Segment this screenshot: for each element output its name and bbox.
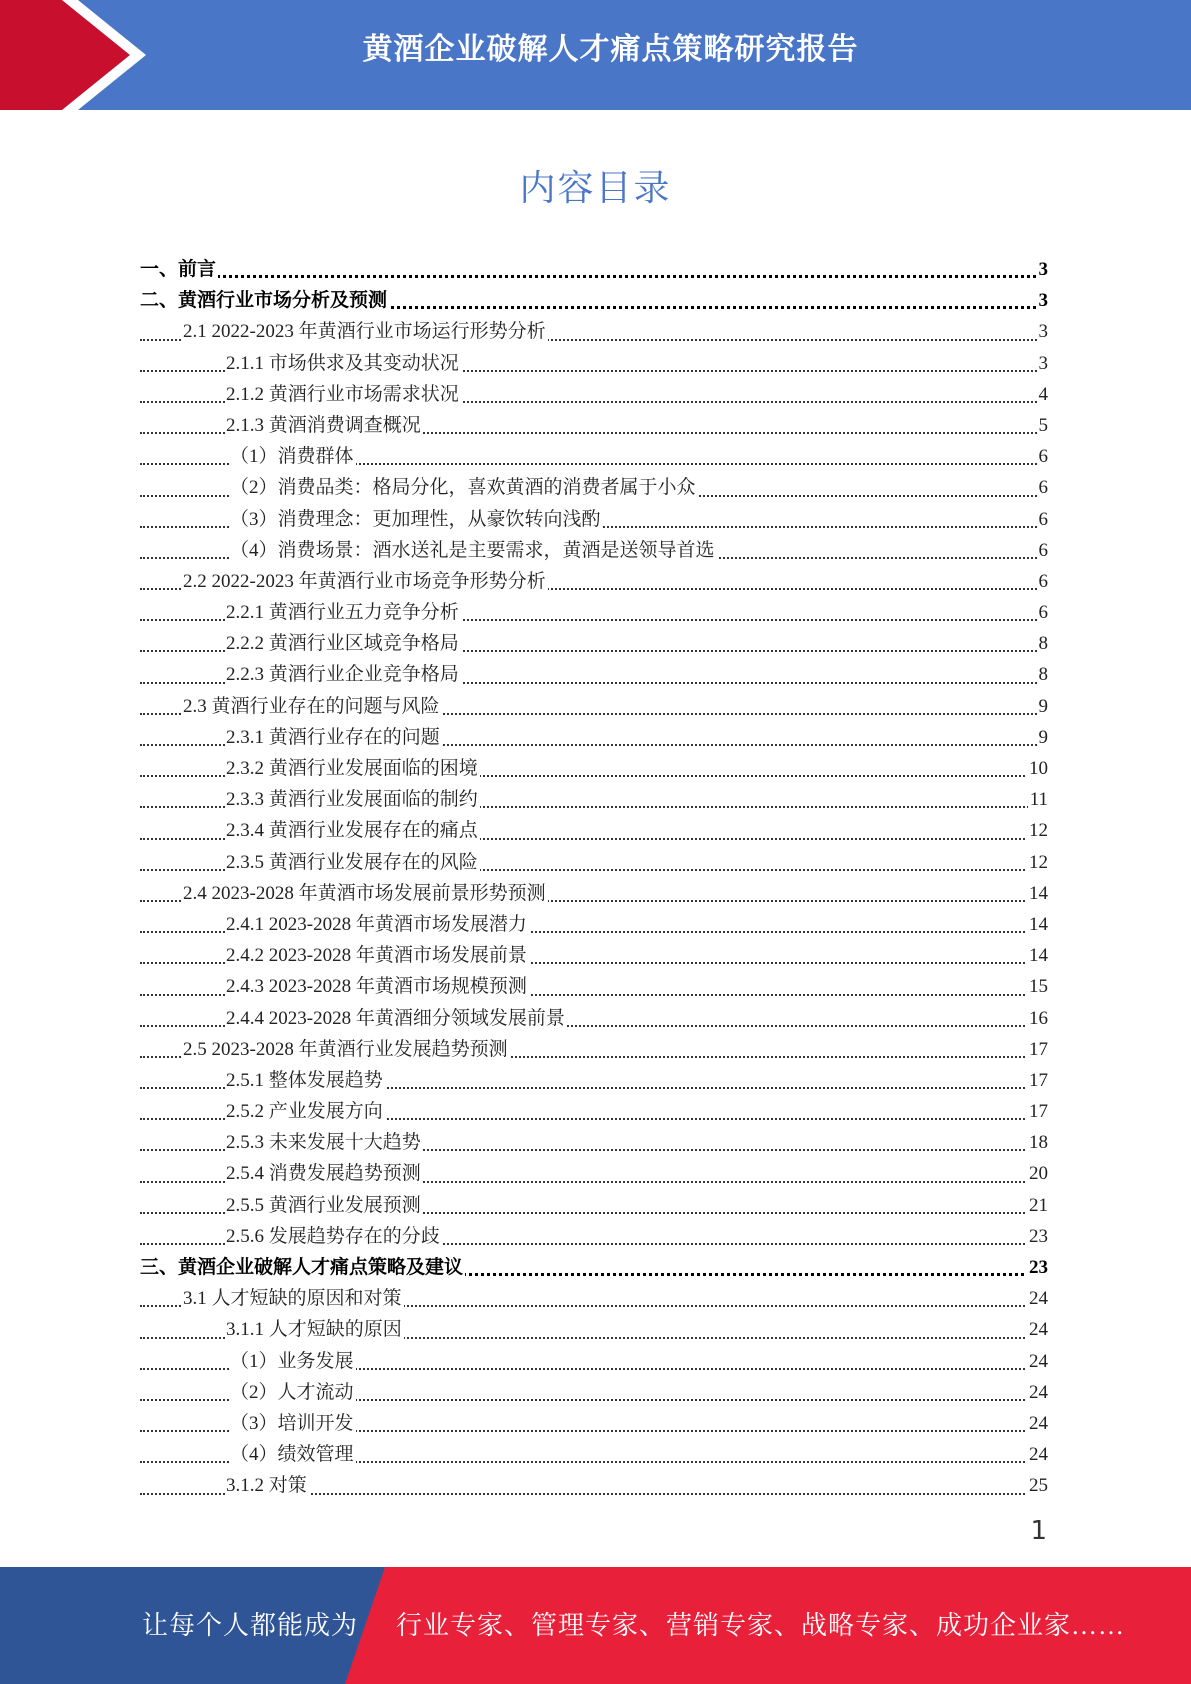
toc-entry[interactable] xyxy=(140,753,1048,784)
toc-entry-label: 2.3.1 黄酒行业存在的问题 xyxy=(226,726,440,748)
toc-entry-page: 8 xyxy=(1037,628,1049,659)
toc-entry-page: 25 xyxy=(1027,1470,1048,1501)
toc-entry-page: 14 xyxy=(1027,909,1048,940)
toc-entry-page: 24 xyxy=(1027,1283,1048,1314)
toc-entry[interactable] xyxy=(140,1346,1048,1377)
toc-entry-label: 2.4.2 2023-2028 年黄酒市场发展前景 xyxy=(226,945,527,967)
toc-entry-page: 24 xyxy=(1027,1346,1048,1377)
toc-entry-label: 2.3.3 黄酒行业发展面临的制约 xyxy=(226,789,478,811)
toc-entry[interactable] xyxy=(140,1127,1048,1158)
toc-entry[interactable] xyxy=(140,1096,1048,1127)
page-number: 1 xyxy=(1030,1516,1047,1546)
toc-entry-page: 15 xyxy=(1027,971,1048,1002)
toc-entry[interactable] xyxy=(140,535,1048,566)
toc-entry-label: 2.5.6 发展趋势存在的分歧 xyxy=(226,1225,440,1247)
toc-entry-label: 2.4.1 2023-2028 年黄酒市场发展潜力 xyxy=(226,913,527,935)
toc-entry-label: 2.3 黄酒行业存在的问题与风险 xyxy=(183,695,440,717)
toc-title: 内容目录 xyxy=(519,168,672,209)
toc-entry-label: 2.3.4 黄酒行业发展存在的痛点 xyxy=(226,820,478,842)
toc-entry-label: 2.3.5 黄酒行业发展存在的风险 xyxy=(226,851,478,873)
toc-entry-label: （4）绩效管理 xyxy=(230,1444,354,1466)
toc-entry-label: 2.1.1 市场供求及其变动状况 xyxy=(226,352,459,374)
toc-entry-page: 16 xyxy=(1027,1003,1048,1034)
toc-entry[interactable] xyxy=(140,1283,1048,1314)
toc-entry[interactable] xyxy=(140,1034,1048,1065)
toc-entry-label: （4）消费场景：酒水送礼是主要需求，黄酒是送领导首选 xyxy=(230,539,715,561)
toc-entry[interactable] xyxy=(140,472,1048,503)
toc-entry[interactable] xyxy=(140,784,1048,815)
toc-entry[interactable] xyxy=(140,1221,1048,1252)
toc-entry[interactable] xyxy=(140,1158,1048,1189)
toc-entry-page: 3 xyxy=(1037,254,1049,285)
toc-entry[interactable] xyxy=(140,285,1048,316)
toc-entry-page: 6 xyxy=(1037,441,1049,472)
toc-entry-page: 17 xyxy=(1027,1096,1048,1127)
toc-entry[interactable] xyxy=(140,348,1048,379)
toc-entry-label: 2.4 2023-2028 年黄酒市场发展前景形势预测 xyxy=(183,882,546,904)
footer-slogan-right: 行业专家、管理专家、营销专家、战略专家、成功企业家…… xyxy=(396,1611,1126,1640)
toc-entry[interactable] xyxy=(140,316,1048,347)
toc-entry-label: （1）业务发展 xyxy=(230,1350,354,1372)
toc-entry[interactable] xyxy=(140,971,1048,1002)
toc-entry-page: 24 xyxy=(1027,1314,1048,1345)
toc-entry-label: （2）消费品类：格局分化，喜欢黄酒的消费者属于小众 xyxy=(230,477,696,499)
toc-entry[interactable] xyxy=(140,1190,1048,1221)
toc-entry-label: 3.1.2 对策 xyxy=(226,1475,307,1497)
toc-entry-label: 2.4.4 2023-2028 年黄酒细分领域发展前景 xyxy=(226,1007,565,1029)
toc-entry-label: 2.5.5 黄酒行业发展预测 xyxy=(226,1194,421,1216)
toc-entry-page: 5 xyxy=(1037,410,1049,441)
toc-entry[interactable] xyxy=(140,1470,1048,1501)
toc-entry-page: 17 xyxy=(1027,1065,1048,1096)
toc-entry[interactable] xyxy=(140,1377,1048,1408)
toc-entry-page: 9 xyxy=(1037,722,1049,753)
toc-entry-label: 2.4.3 2023-2028 年黄酒市场规模预测 xyxy=(226,976,527,998)
toc-entry-label: 2.2.3 黄酒行业企业竞争格局 xyxy=(226,664,459,686)
toc-entry-page: 6 xyxy=(1037,566,1049,597)
header-title: 黄酒企业破解人才痛点策略研究报告 xyxy=(362,32,859,67)
toc-entry-label: 3.1.1 人才短缺的原因 xyxy=(226,1319,402,1341)
toc-entry-page: 17 xyxy=(1027,1034,1048,1065)
toc-entry-page: 20 xyxy=(1027,1158,1048,1189)
toc-entry[interactable] xyxy=(140,379,1048,410)
toc-entry-label: （1）消费群体 xyxy=(230,446,354,468)
toc-entry[interactable] xyxy=(140,847,1048,878)
toc-entry[interactable] xyxy=(140,940,1048,971)
toc-entry[interactable] xyxy=(140,659,1048,690)
page-header xyxy=(0,0,1191,110)
toc-entry-label: 2.2.2 黄酒行业区域竞争格局 xyxy=(226,633,459,655)
toc-entry-page: 6 xyxy=(1037,597,1049,628)
toc-entry-page: 14 xyxy=(1027,878,1048,909)
toc-entry-page: 10 xyxy=(1027,753,1048,784)
toc-entry-label: 一、前言 xyxy=(140,259,217,280)
toc-entry[interactable] xyxy=(140,441,1048,472)
toc-entry-page: 14 xyxy=(1027,940,1048,971)
toc-entry[interactable] xyxy=(140,628,1048,659)
toc-entry[interactable] xyxy=(140,815,1048,846)
toc-entry-label: 2.3.2 黄酒行业发展面临的困境 xyxy=(226,758,478,779)
toc-entry-label: 三、黄酒企业破解人才痛点策略及建议 xyxy=(140,1257,464,1278)
toc-entry[interactable] xyxy=(140,597,1048,628)
toc-entry[interactable] xyxy=(140,1439,1048,1470)
toc-entry-label: 2.5.3 未来发展十大趋势 xyxy=(226,1132,421,1154)
toc-entry-page: 3 xyxy=(1037,285,1049,316)
table-of-contents xyxy=(140,254,1048,1502)
toc-entry-label: 2.5 2023-2028 年黄酒行业发展趋势预测 xyxy=(183,1038,508,1060)
toc-entry[interactable] xyxy=(140,254,1048,285)
toc-entry[interactable] xyxy=(140,878,1048,909)
toc-entry-label: 2.2.1 黄酒行业五力竞争分析 xyxy=(226,602,459,624)
toc-entry[interactable] xyxy=(140,566,1048,597)
toc-entry-page: 12 xyxy=(1027,815,1048,846)
toc-entry-page: 18 xyxy=(1027,1127,1048,1158)
toc-entry-label: （3）消费理念：更加理性，从豪饮转向浅酌 xyxy=(230,508,601,530)
toc-entry[interactable] xyxy=(140,1065,1048,1096)
toc-leader-dots xyxy=(140,275,1048,278)
toc-entry-page: 6 xyxy=(1037,535,1049,566)
toc-entry-label: 2.1.3 黄酒消费调查概况 xyxy=(226,414,421,436)
toc-entry-label: （2）人才流动 xyxy=(230,1381,354,1403)
toc-entry[interactable] xyxy=(140,691,1048,722)
toc-entry-page: 4 xyxy=(1037,379,1049,410)
toc-entry[interactable] xyxy=(140,909,1048,940)
toc-entry-label: 2.5.1 整体发展趋势 xyxy=(226,1069,383,1091)
page-footer xyxy=(0,1567,1191,1684)
toc-entry[interactable] xyxy=(140,1408,1048,1439)
toc-entry[interactable] xyxy=(140,504,1048,535)
toc-entry-page: 23 xyxy=(1027,1221,1048,1252)
toc-entry-label: （3）培训开发 xyxy=(230,1412,354,1434)
toc-entry-page: 24 xyxy=(1027,1377,1048,1408)
toc-entry[interactable] xyxy=(140,722,1048,753)
toc-entry[interactable] xyxy=(140,1003,1048,1034)
toc-entry-page: 21 xyxy=(1027,1190,1048,1221)
toc-entry-page: 3 xyxy=(1037,316,1049,347)
toc-entry-label: 2.1 2022-2023 年黄酒行业市场运行形势分析 xyxy=(183,321,546,343)
toc-entry-page: 23 xyxy=(1027,1252,1048,1283)
toc-entry-label: 2.5.4 消费发展趋势预测 xyxy=(226,1163,421,1185)
toc-entry-page: 6 xyxy=(1037,472,1049,503)
footer-slogan-left: 让每个人都能成为 xyxy=(142,1611,359,1640)
toc-entry-page: 11 xyxy=(1028,784,1048,815)
toc-entry[interactable] xyxy=(140,1314,1048,1345)
toc-entry-page: 9 xyxy=(1037,691,1049,722)
toc-entry-page: 24 xyxy=(1027,1408,1048,1439)
toc-entry-label: 2.2 2022-2023 年黄酒行业市场竞争形势分析 xyxy=(183,570,546,592)
toc-entry[interactable] xyxy=(140,1252,1048,1283)
toc-entry[interactable] xyxy=(140,410,1048,441)
toc-entry-label: 2.5.2 产业发展方向 xyxy=(226,1101,383,1123)
toc-entry-label: 二、黄酒行业市场分析及预测 xyxy=(140,290,388,312)
toc-entry-page: 6 xyxy=(1037,504,1049,535)
toc-entry-page: 24 xyxy=(1027,1439,1048,1470)
toc-entry-page: 8 xyxy=(1037,659,1049,690)
toc-entry-label: 3.1 人才短缺的原因和对策 xyxy=(183,1288,402,1310)
toc-entry-page: 12 xyxy=(1027,847,1048,878)
toc-entry-page: 3 xyxy=(1037,348,1049,379)
toc-entry-label: 2.1.2 黄酒行业市场需求状况 xyxy=(226,383,459,405)
